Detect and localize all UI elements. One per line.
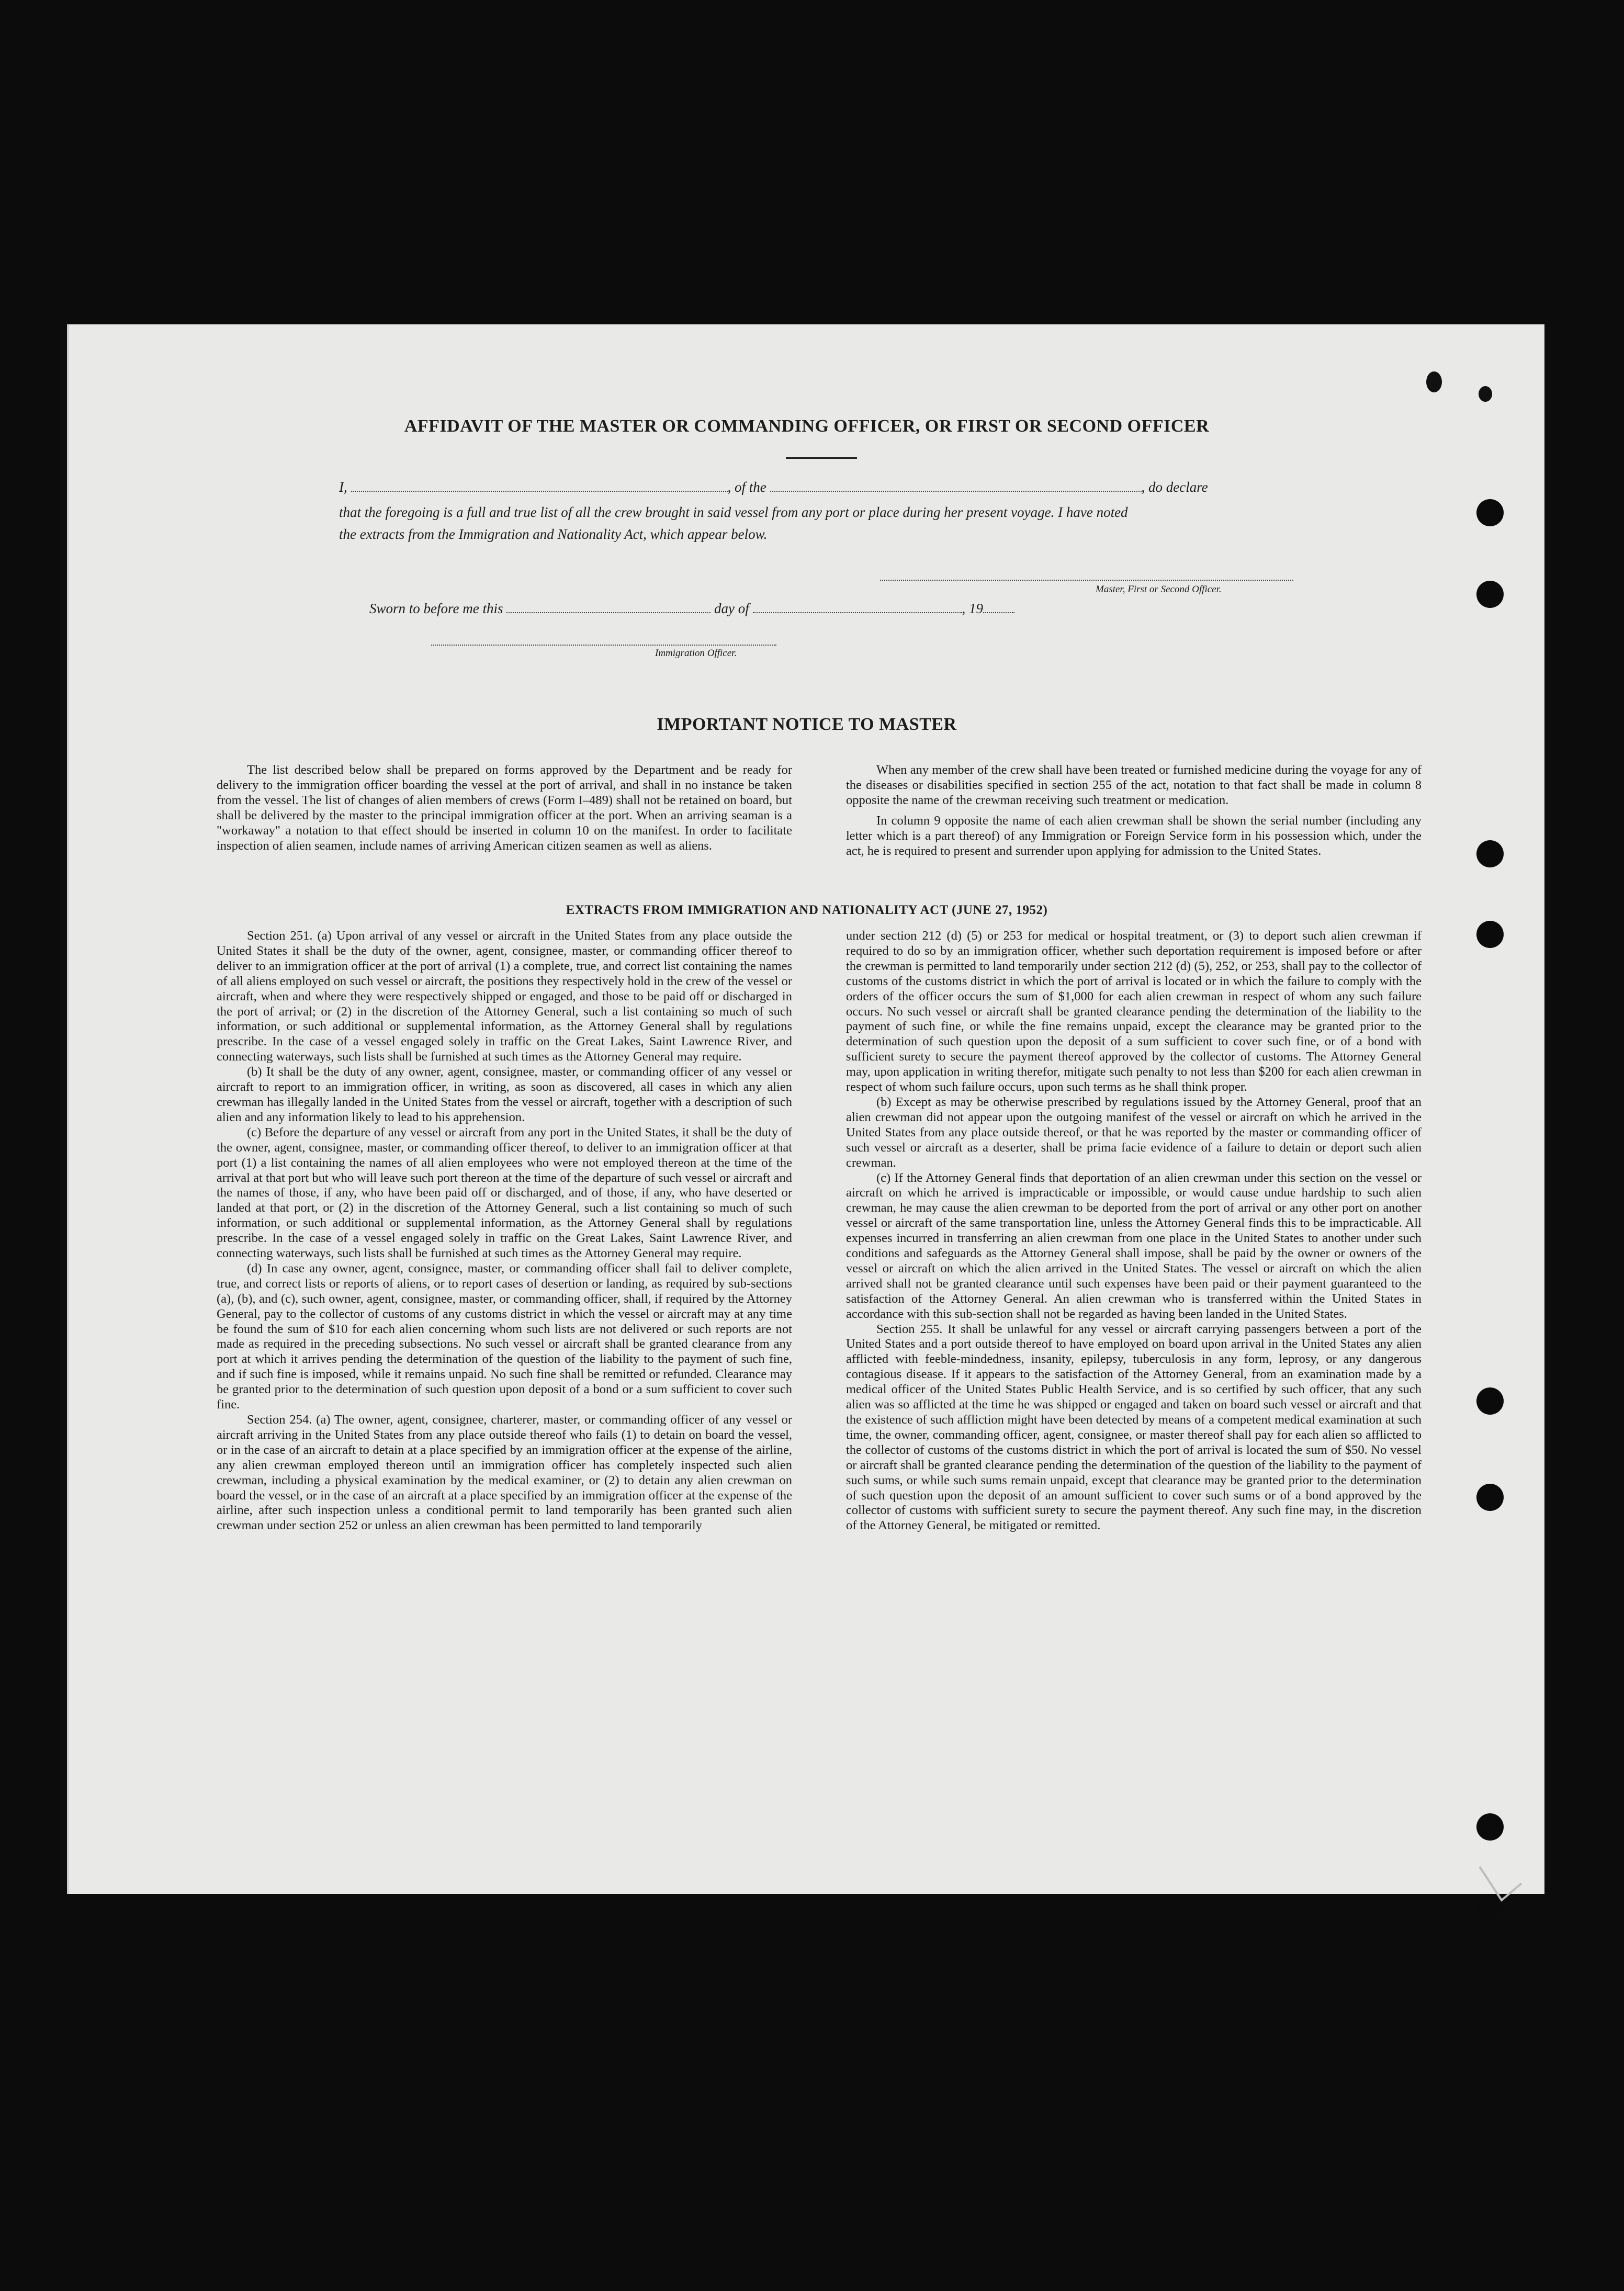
section-255: Section 255. It shall be unlawful for any vessel or aircraft carrying passengers between a port of the United States and a port outside thereof to have employed on board upon arrival in the United States any alien afflicted with feeble-mindedness, insanity, epilepsy, tuberculosis in any form, leprosy, or any dangerous contagious disease. If it appears to the satisfaction of the Attorney General, from an examination made by a medical officer of the United States Public Health Service, and is so certified by such officer, that any such alien was so afflicted at the time he was shipped or engaged and taken on board such vessel or aircraft and that the existence of such affliction might have been detected by means of a competent medical examination at such time, the owner, commanding officer, agent, consignee, or master thereof shall pay for each alien so afflicted to the collector of customs of the customs district in which the port of arrival is located the sum of $50. No vessel or aircraft shall be granted clearance pending the determination of the question of the liability to the payment of such sums, or while such sums remain unpaid, except that clearance may be granted prior to the determination of such question upon the deposit of an amount sufficient to cover such sums or of a bond approved by the collector of customs with sufficient surety to secure the payment thereof. Any such fine may, in the discretion of the Attorney General, be mitigated or remitted. [846, 1322, 1422, 1533]
sworn-line [369, 601, 1154, 617]
day-blank [506, 612, 710, 613]
punch-hole [1476, 1813, 1504, 1841]
punch-hole [1476, 499, 1504, 526]
scan-speck [1426, 371, 1442, 392]
scan-speck [1479, 386, 1492, 402]
punch-hole [1476, 1484, 1504, 1511]
section-254-c: (c) If the Attorney General finds that deportation of an alien crewman under this section on the vessel or aircraft on which he arrived is impracticable or impossible, or would cause undue hardship to such alien crewman, he may cause the alien crewman to be deported from the port of arrival or any other port on another vessel or aircraft of the same transportation line, unless the Attorney General finds this to be impracticable. All expenses incurred in transferring an alien crewman from one place in the United States to another under such conditions and safeguards as the Attorney General shall impose, shall be paid by the owner or owners of the vessel or aircraft on which the alien arrived in the United States. The vessel or aircraft on which the alien arrived shall not be granted clearance until such expenses have been paid or their payment guaranteed to the satisfaction of the Attorney General. An alien crewman who is transferred within the United States in accordance with this sub-section shall not be regarded as having been landed in the United States. [846, 1170, 1422, 1321]
section-251-a: Section 251. (a) Upon arrival of any vessel or aircraft in the United States from any place outside the United States it shall be the duty of the owner, agent, consignee, master, or commanding officer thereof to deliver to an immigration officer at the port of arrival (1) a complete, true, and correct list containing the names of all aliens employed on such vessel or aircraft, the positions they respectively hold in the crew of the vessel or aircraft, when and where they were respectively shipped or engaged, and those to be paid off or discharged in the port of arrival; or (2) in the discretion of the Attorney General, such a list containing so much of such information, or such additional or supplemental information, as the Attorney General shall by regulations prescribe. In the case of a vessel engaged solely in traffic on the Great Lakes, Saint Lawrence River, and connecting waterways, such lists shall be furnished at such times as the Attorney General may require. [217, 929, 792, 1064]
year-blank [983, 612, 1014, 613]
section-251-c: (c) Before the departure of any vessel or aircraft from any port in the United States, it shall be the duty of the owner, agent, consignee, master, or commanding officer thereof, to deliver to an immigration officer at that port (1) a list containing the names of all alien employees who were not employed thereon at the time of the arrival at that port but who will leave such port thereon at the time of the departure of such vessel or aircraft and the names of those, if any, who have been paid off or discharged, and of those, if any, who have deserted or landed at that port, or (2) in the discretion of the Attorney General, such a list containing so much of such information, or such additional or supplemental information, as the Attorney General shall by regulations prescribe. In the case of a vessel engaged solely in traffic on the Great Lakes, Saint Lawrence River, and connecting waterways, such lists shall be furnished at such times as the Attorney General may require. [217, 1125, 792, 1261]
officer-caption: Immigration Officer. [655, 648, 737, 659]
extracts-left-column [217, 929, 792, 1533]
vessel-blank [770, 490, 1142, 492]
affidavit-line-2: that the foregoing is a full and true list of all the crew brought in said vessel from any port or place during her present voyage. I have noted [339, 504, 1128, 520]
year-label: , 19 [962, 601, 983, 616]
punch-hole [1476, 921, 1504, 948]
section-254-a-continued: under section 212 (d) (5) or 253 for medical or hospital treatment, or (3) to deport such alien crewman if required to do so by an immigration officer, whether such deportation requirement is imposed before or after the crewman is permitted to land temporarily under section 212 (d) (5), 252, or 253, shall pay to the collector of customs of the customs district in which the port of arrival is located or in which the failure to comply with the orders of the officer occurs the sum of $1,000 for each alien crewman in respect of whom any such failure occurs. No such vessel or aircraft shall be granted clearance pending the determination of the liability to the payment of such fine, or while the fine remains unpaid, except the clearance may be granted prior to the determination of such question upon the deposit of a sum sufficient to cover such fine, or of a bond with sufficient surety to secure the payment thereof approved by the collector of customs. The Attorney General may, upon application in writing therefor, mitigate such penalty to not less than $200 for each alien crewman in respect of whom such failure occurs, upon such terms as he shall think proper. [846, 929, 1422, 1094]
affidavit-declare: , do declare [1141, 479, 1208, 495]
notice-right-paragraph-2: In column 9 opposite the name of each alien crewman shall be shown the serial number (including any letter which is a part thereof) of any Immigration or Foreign Service form in his possession which, under the act, he is required to present and surrender upon applying for admission to the United States. [846, 813, 1422, 858]
officer-signature-line [431, 645, 776, 646]
notice-right-column [846, 763, 1422, 859]
punch-hole [1476, 1387, 1504, 1415]
affidavit-line-3: the extracts from the Immigration and Nationality Act, which appear below. [339, 526, 768, 542]
document-page [67, 324, 1544, 1894]
section-254-a: Section 254. (a) The owner, agent, consignee, charterer, master, or commanding officer of any vessel or aircraft arriving in the United States from any place outside thereof who fails (1) to detain on board the vessel, or in the case of an aircraft to detain at a place specified by an immigration officer at the expense of the airline, any alien crewman employed thereon until an immigration officer has completely inspected such alien crewman, including a physical examination by the medical examiner, or (2) to detain any alien crewman on board the vessel, or in the case of an aircraft at a place specified by an immigration officer at the expense of the airline, after such inspection unless a conditional permit to land temporarily has been granted such alien crewman under section 252 or unless an alien crewman has been permitted to land temporarily [217, 1413, 792, 1533]
notice-title: IMPORTANT NOTICE TO MASTER [657, 715, 957, 734]
section-251-d: (d) In case any owner, agent, consignee, master, or commanding officer shall fail to deliver complete, true, and correct lists or reports of aliens, or to report cases of desertion or landing, as required by sub-sections (a), (b), and (c), such owner, agent, consignee, master, or commanding officer, shall, if required by the Attorney General, pay to the collector of customs of any customs district in which the vessel or aircraft may at any time be found the sum of $10 for each alien concerning whom such lists are not delivered or such reports are not made as required in the preceding subsections. No such vessel or aircraft shall be granted clearance from any port at which it arrives pending the determination of the question of the liability to the payment of such fine, and if such fine is imposed, while it remains unpaid. No such fine shall be remitted or refunded. Clearance may be granted prior to the determination of such question upon deposit of a bond or a sum sufficient to cover such fine. [217, 1261, 792, 1412]
section-251-b: (b) It shall be the duty of any owner, agent, consignee, master, or commanding officer of any vessel or aircraft to report to an immigration officer, in writing, as soon as discovered, all cases in which any alien crewman has illegally landed in the United States from the vessel or aircraft, together with a description of such alien and any information likely to lead to his apprehension. [217, 1065, 792, 1124]
master-signature-line [880, 580, 1293, 581]
extracts-right-column [846, 929, 1422, 1533]
section-254-b: (b) Except as may be otherwise prescribed by regulations issued by the Attorney General, proof that an alien crewman did not appear upon the outgoing manifest of the vessel or aircraft on which he arrived in the United States from any place outside thereof, or that he was reported by the master or commanding officer of such vessel or aircraft as a deserter, shall be prima facie evidence of a failure to detain or deport such alien crewman. [846, 1094, 1422, 1170]
extracts-title: EXTRACTS FROM IMMIGRATION AND NATIONALITY ACT (JUNE 27, 1952) [566, 903, 1048, 917]
title-rule [786, 457, 857, 459]
month-blank [753, 612, 962, 613]
punch-hole [1476, 581, 1504, 608]
affidavit-of: , of the [727, 479, 766, 495]
notice-left-column [217, 763, 792, 853]
name-blank [351, 490, 728, 492]
affidavit-line-1 [339, 479, 1364, 495]
master-caption: Master, First or Second Officer. [1096, 584, 1222, 595]
affidavit-i: I, [339, 479, 347, 495]
notice-left-paragraph: The list described below shall be prepared on forms approved by the Department and be ready for delivery to the immigration officer boarding the vessel at the port of arrival, and shall in no instance be taken from the vessel. The list of changes of alien members of crews (Form I–489) shall not be retained on board, but shall be delivered by the master to the principal immigration officer at the port. When an arriving seaman is a "workaway" a notation to that effect should be inserted in column 10 on the manifest. In order to facilitate inspection of alien seamen, include names of arriving American citizen seamen as well as aliens. [217, 763, 792, 853]
sworn-label: Sworn to before me this [369, 601, 503, 616]
check-mark-icon [1470, 1852, 1533, 1915]
day-of-label: day of [714, 601, 749, 616]
affidavit-title: AFFIDAVIT OF THE MASTER OR COMMANDING OFFICER, OR FIRST OR SECOND OFFICER [404, 416, 1210, 436]
punch-hole [1476, 840, 1504, 867]
notice-right-paragraph-1: When any member of the crew shall have been treated or furnished medicine during the voyage for any of the diseases or disabilities specified in section 255 of the act, notation to that fact shall be made in column 8 opposite the name of the crewman receiving such treatment or medication. [846, 763, 1422, 807]
